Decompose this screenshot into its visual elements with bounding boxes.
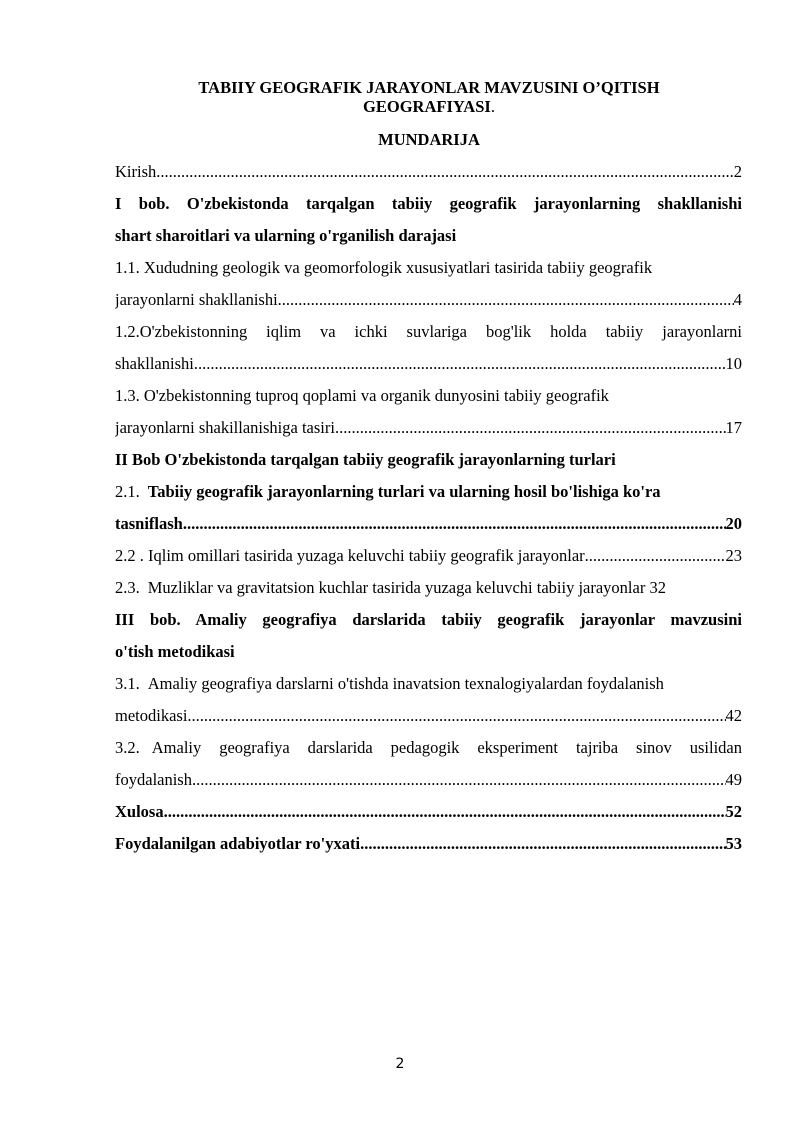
- page-number: 2: [395, 1056, 405, 1072]
- section-title: Tabiiy geografik jarayonlarning turlari va ularning hosil bo'lishiga ko'ra: [147, 482, 661, 501]
- toc-page-number: 49: [725, 770, 742, 789]
- dot-leader: [335, 412, 726, 444]
- toc-entry-text: Foydalanilgan adabiyotlar ro'yxati: [115, 834, 361, 853]
- toc-page-number: 42: [725, 706, 742, 725]
- toc-chapter-1-line-1[interactable]: I bob. O'zbekistonda tarqalgan tabiiy geografik jarayonlarning shakllanishi: [115, 194, 742, 213]
- toc-section-2-2[interactable]: [115, 540, 742, 572]
- toc-section-2-1-line-2[interactable]: [115, 508, 742, 540]
- toc-entry-references[interactable]: [115, 828, 742, 860]
- dot-leader: [360, 828, 725, 860]
- toc-page-number: 20: [725, 514, 742, 533]
- toc-entry-text: 2.2 . Iqlim omillari tasirida yuzaga keluvchi tabiiy geografik jarayonlar: [115, 546, 585, 565]
- section-number: 2.3.: [115, 578, 140, 597]
- section-number: 3.2.: [115, 738, 140, 757]
- section-title: Muzliklar va gravitatsion kuchlar tasirida yuzaga keluvchi tabiiy jarayonlar 32: [147, 578, 666, 597]
- toc-section-1-2-line-2[interactable]: [115, 348, 742, 380]
- title-line-2: [115, 97, 743, 116]
- toc-section-1-2-line-1[interactable]: 1.2.O'zbekistonning iqlim va ichki suvlariga bog'lik holda tabiiy jarayonlarni: [115, 322, 742, 341]
- section-title: Amaliy geografiya darslarida pedagogik eksperiment tajriba sinov usilidan: [151, 738, 742, 757]
- dot-leader: [156, 156, 734, 188]
- section-number: 3.1.: [115, 674, 140, 693]
- dot-leader: [192, 764, 726, 796]
- title-line-1: TABIIY GEOGRAFIK JARAYONLAR MAVZUSINI O’QITISH: [198, 78, 660, 97]
- toc-page-number: 4: [733, 290, 742, 309]
- toc-entry-text: Xulosa: [115, 802, 164, 821]
- toc-section-3-2-line-2[interactable]: [115, 764, 742, 796]
- toc-entry-text: metodikasi: [115, 706, 188, 725]
- title-line-2-text: GEOGRAFIYASI: [363, 97, 491, 116]
- toc-heading: MUNDARIJA: [378, 130, 480, 149]
- dot-leader: [183, 508, 726, 540]
- toc-entry-conclusion[interactable]: [115, 796, 742, 828]
- dot-leader: [278, 284, 734, 316]
- toc-section-1-1-line-2[interactable]: [115, 284, 742, 316]
- toc-chapter-3-line-2[interactable]: o'tish metodikasi: [115, 642, 235, 661]
- toc-entry-text: Kirish: [115, 162, 157, 181]
- toc-section-1-1-line-1[interactable]: 1.1. Xududning geologik va geomorfologik xususiyatlari tasirida tabiiy geografik: [115, 258, 653, 277]
- dot-leader: [187, 700, 725, 732]
- dot-leader: [164, 796, 726, 828]
- toc-page-number: 17: [725, 418, 742, 437]
- toc-entry-text: foydalanish: [115, 770, 192, 789]
- table-of-contents: [115, 156, 742, 860]
- toc-page-number: 10: [725, 354, 742, 373]
- toc-entry-text: tasniflash: [115, 514, 183, 533]
- toc-entry-intro[interactable]: [115, 156, 742, 188]
- toc-page-number: 23: [725, 546, 742, 565]
- toc-section-3-2-line-1[interactable]: [115, 732, 742, 764]
- toc-section-3-1-line-1[interactable]: [115, 668, 742, 700]
- toc-entry-text: shakllanishi: [115, 354, 194, 373]
- toc-section-2-3[interactable]: [115, 572, 742, 604]
- toc-chapter-2[interactable]: II Bob O'zbekistonda tarqalgan tabiiy geografik jarayonlarning turlari: [115, 450, 616, 469]
- toc-page-number: 2: [733, 162, 742, 181]
- title-line-2-suffix: .: [490, 97, 495, 116]
- toc-section-1-3-line-1[interactable]: 1.3. O'zbekistonning tuproq qoplami va organik dunyosini tabiiy geografik: [115, 386, 609, 405]
- toc-section-2-1-line-1[interactable]: [115, 476, 742, 508]
- section-number: 2.1.: [115, 482, 140, 501]
- toc-page-number: 53: [725, 834, 742, 853]
- toc-section-3-1-line-2[interactable]: [115, 700, 742, 732]
- toc-chapter-3-line-1[interactable]: III bob. Amaliy geografiya darslarida tabiiy geografik jarayonlar mavzusini: [115, 610, 742, 629]
- toc-section-1-3-line-2[interactable]: [115, 412, 742, 444]
- dot-leader: [194, 348, 726, 380]
- dot-leader: [585, 540, 726, 572]
- toc-chapter-1-line-2[interactable]: shart sharoitlari va ularning o'rganilish darajasi: [115, 226, 457, 245]
- toc-page-number: 52: [725, 802, 742, 821]
- toc-entry-text: jarayonlarni shakllanishi: [115, 290, 278, 309]
- section-title: Amaliy geografiya darslarni o'tishda inavatsion texnalogiyalardan foydalanish: [147, 674, 664, 693]
- document-title: [115, 78, 743, 116]
- toc-entry-text: jarayonlarni shakillanishiga tasiri: [115, 418, 335, 437]
